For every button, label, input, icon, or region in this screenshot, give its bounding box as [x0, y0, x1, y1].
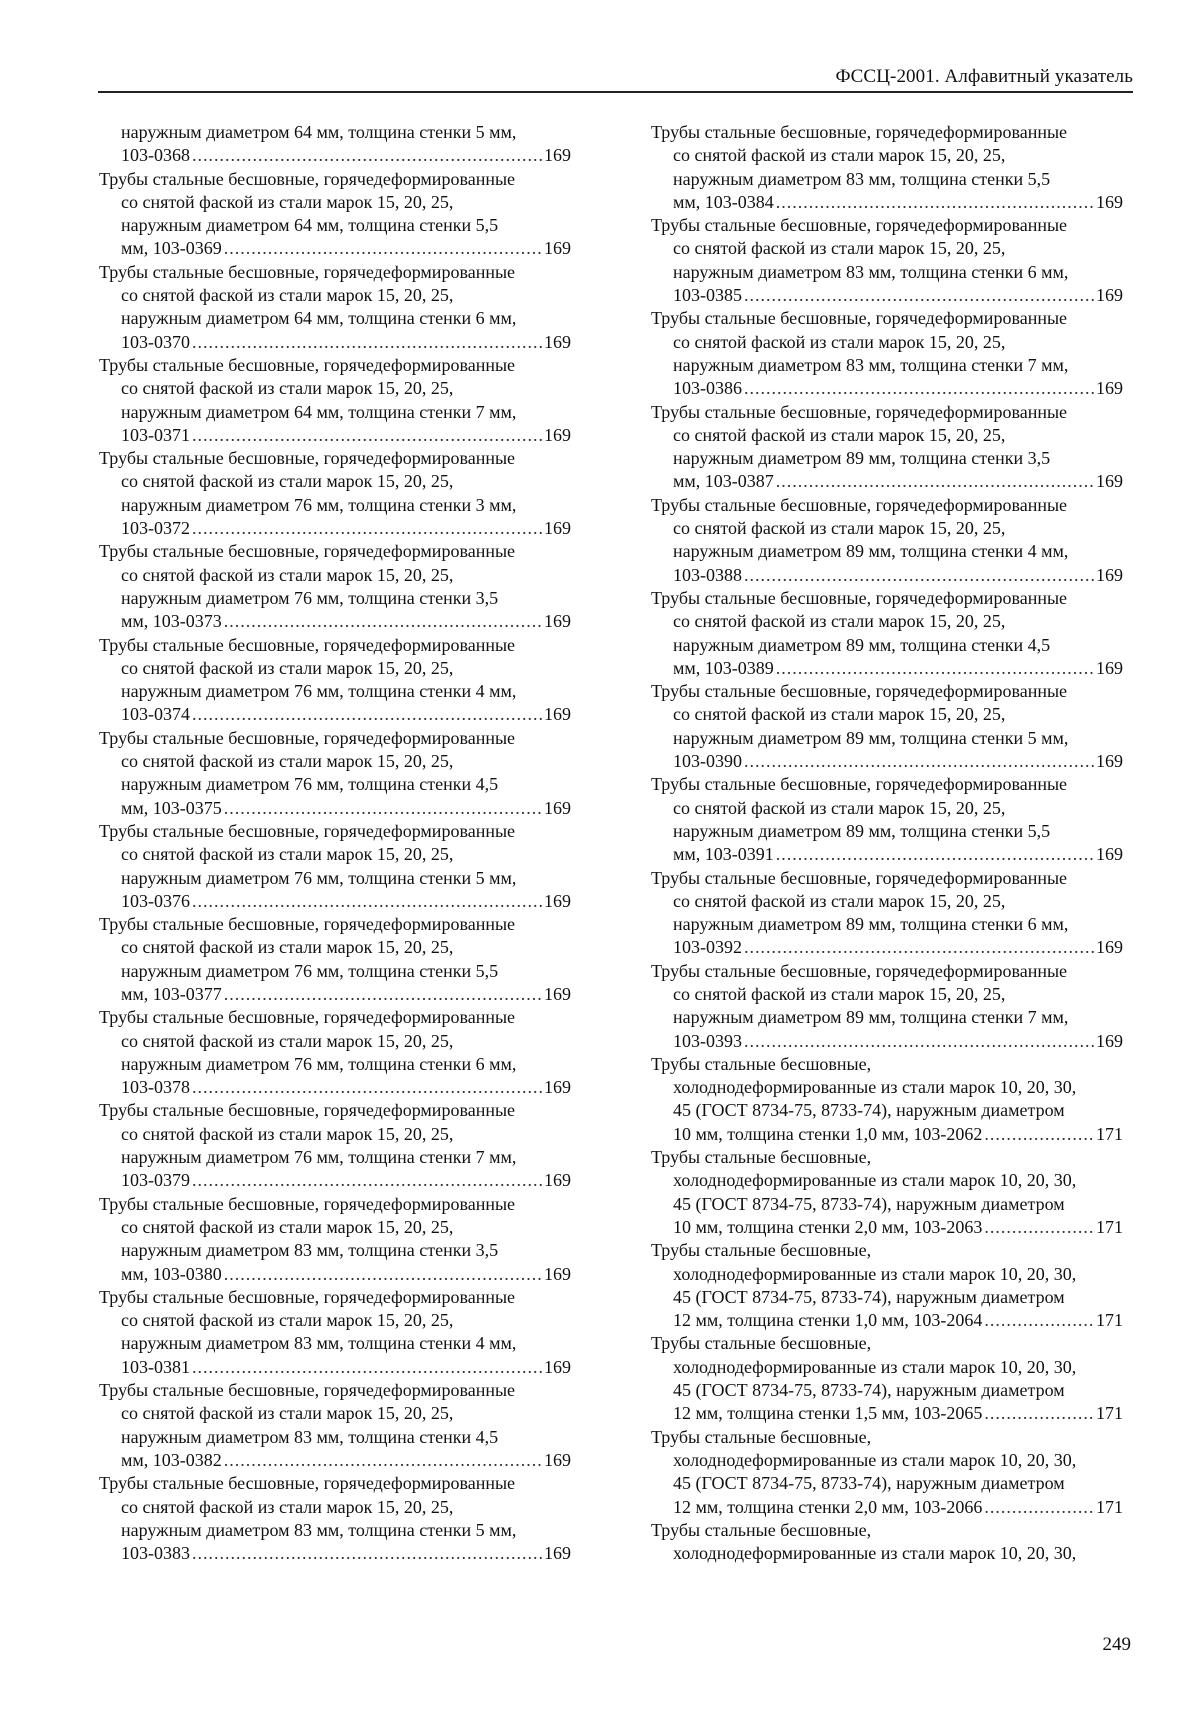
index-entry — [99, 447, 571, 540]
dot-leader — [984, 1309, 1094, 1332]
entry-code: 103-0383 — [121, 1543, 190, 1564]
entry-code: мм, 103-0380 — [121, 1263, 222, 1284]
entry-line: наружным диаметром 76 мм, толщина стенки 3,5 — [121, 587, 499, 608]
entry-line: со снятой фаской из стали марок 15, 20, 25, — [121, 1403, 454, 1424]
entry-code-line — [651, 191, 1123, 214]
dot-leader — [192, 144, 542, 167]
entry-line: со снятой фаской из стали марок 15, 20, 25, — [121, 378, 454, 399]
page-number: 249 — [1102, 1634, 1131, 1655]
index-entry — [651, 773, 1123, 866]
entry-page-ref: 169 — [1096, 564, 1123, 585]
entry-line: наружным диаметром 64 мм, толщина стенки 5 мм, — [121, 122, 517, 142]
entry-code-line — [651, 377, 1123, 400]
index-entry — [99, 820, 571, 913]
entry-line: наружным диаметром 64 мм, толщина стенки 6 мм, — [121, 308, 517, 329]
entry-code: 103-0376 — [121, 890, 190, 911]
entry-line: холоднодеформированные из стали марок 10, 20, 30, — [673, 1356, 1077, 1377]
entry-line: наружным диаметром 83 мм, толщина стенки 6 мм, — [673, 261, 1069, 282]
dot-leader — [984, 1216, 1094, 1239]
entry-line: Трубы стальные бесшовные, горячедеформированные — [651, 494, 1068, 515]
entry-line: Трубы стальные бесшовные, горячедеформированные — [651, 774, 1068, 795]
entry-page-ref: 171 — [1096, 1310, 1123, 1331]
entry-line: Трубы стальные бесшовные, горячедеформированные — [99, 168, 516, 189]
entry-line: Трубы стальные бесшовные, горячедеформированные — [651, 215, 1068, 236]
entry-line: со снятой фаской из стали марок 15, 20, 25, — [673, 704, 1006, 725]
index-entry — [651, 1146, 1123, 1239]
dot-leader — [984, 1402, 1094, 1425]
index-entry — [651, 1332, 1123, 1425]
entry-line: со снятой фаской из стали марок 15, 20, 25, — [121, 191, 454, 212]
entry-code: 103-0371 — [121, 424, 190, 445]
entry-line: холоднодеформированные из стали марок 10, 20, 30, — [673, 1449, 1077, 1470]
dot-leader — [192, 890, 542, 913]
entry-code: мм, 103-0382 — [121, 1449, 222, 1470]
entry-code-line — [99, 1169, 571, 1192]
entry-line: Трубы стальные бесшовные, — [651, 1426, 872, 1447]
entry-page-ref: 169 — [1096, 191, 1123, 212]
entry-page-ref: 169 — [544, 1170, 571, 1191]
entry-line: наружным диаметром 76 мм, толщина стенки 3 мм, — [121, 494, 517, 515]
entry-code-line — [651, 843, 1123, 866]
entry-code-line — [99, 331, 571, 354]
entry-line: Трубы стальные бесшовные, горячедеформированные — [651, 308, 1068, 329]
entry-line: Трубы стальные бесшовные, горячедеформированные — [651, 867, 1068, 888]
entry-code: 103-0385 — [673, 285, 742, 306]
entry-page-ref: 169 — [544, 1449, 571, 1470]
entry-line: со снятой фаской из стали марок 15, 20, 25, — [121, 1030, 454, 1051]
entry-page-ref: 169 — [1096, 844, 1123, 865]
entry-code-line — [651, 1030, 1123, 1053]
entry-code-line — [99, 1356, 571, 1379]
entry-code-line — [99, 703, 571, 726]
header-rule — [98, 91, 1133, 93]
entry-code-line — [99, 983, 571, 1006]
entry-code: 103-0381 — [121, 1356, 190, 1377]
dot-leader — [224, 237, 542, 260]
index-entry — [99, 1193, 571, 1286]
entry-line: Трубы стальные бесшовные, — [651, 1519, 872, 1540]
entry-code-line — [651, 1496, 1123, 1519]
dot-leader — [192, 703, 542, 726]
index-entry — [651, 1053, 1123, 1146]
dot-leader — [192, 1169, 542, 1192]
dot-leader — [224, 1449, 542, 1472]
entry-line: Трубы стальные бесшовные, горячедеформированные — [99, 914, 516, 935]
entry-line: 45 (ГОСТ 8734-75, 8733-74), наружным диаметром — [673, 1473, 1065, 1494]
entry-line: наружным диаметром 76 мм, толщина стенки 6 мм, — [121, 1053, 517, 1074]
entry-code: 103-0388 — [673, 564, 742, 585]
entry-code: мм, 103-0391 — [673, 844, 774, 865]
entry-page-ref: 169 — [1096, 937, 1123, 958]
entry-line: Трубы стальные бесшовные, горячедеформированные — [651, 122, 1068, 142]
entry-line: Трубы стальные бесшовные, горячедеформированные — [99, 1193, 516, 1214]
dot-leader — [224, 610, 542, 633]
entry-line: со снятой фаской из стали марок 15, 20, 25, — [121, 1310, 454, 1331]
entry-line: со снятой фаской из стали марок 15, 20, 25, — [121, 1496, 454, 1517]
entry-line: со снятой фаской из стали марок 15, 20, 25, — [673, 983, 1006, 1004]
entry-page-ref: 169 — [544, 1263, 571, 1284]
entry-line: Трубы стальные бесшовные, горячедеформированные — [99, 820, 516, 841]
entry-page-ref: 169 — [544, 704, 571, 725]
index-entry — [99, 1099, 571, 1192]
dot-leader — [744, 1030, 1094, 1053]
index-entry — [99, 354, 571, 447]
entry-code: 103-0390 — [673, 751, 742, 772]
entry-code-line — [651, 1402, 1123, 1425]
entry-line: наружным диаметром 83 мм, толщина стенки 7 мм, — [673, 354, 1069, 375]
entry-line: со снятой фаской из стали марок 15, 20, 25, — [121, 937, 454, 958]
index-entry — [99, 121, 571, 168]
entry-line: Трубы стальные бесшовные, горячедеформированные — [99, 634, 516, 655]
dot-leader — [776, 657, 1094, 680]
entry-code: 103-0379 — [121, 1170, 190, 1191]
entry-page-ref: 169 — [544, 518, 571, 539]
entry-line: со снятой фаской из стали марок 15, 20, 25, — [673, 238, 1006, 259]
index-entry — [651, 680, 1123, 773]
dot-leader — [744, 284, 1094, 307]
entry-line: Трубы стальные бесшовные, — [651, 1240, 872, 1261]
entry-line: наружным диаметром 64 мм, толщина стенки 7 мм, — [121, 401, 517, 422]
entry-line: холоднодеформированные из стали марок 10, 20, 30, — [673, 1077, 1077, 1098]
entry-code: мм, 103-0389 — [673, 657, 774, 678]
entry-page-ref: 169 — [544, 983, 571, 1004]
index-column-right — [651, 121, 1123, 1565]
entry-code-line — [99, 610, 571, 633]
entry-line: Трубы стальные бесшовные, горячедеформированные — [651, 587, 1068, 608]
index-entry — [99, 168, 571, 261]
entry-line: Трубы стальные бесшовные, горячедеформированные — [99, 1007, 516, 1028]
dot-leader — [776, 470, 1094, 493]
entry-line: наружным диаметром 83 мм, толщина стенки 4 мм, — [121, 1333, 517, 1354]
dot-leader — [744, 750, 1094, 773]
entry-code-line — [99, 1542, 571, 1565]
index-entry — [651, 1519, 1123, 1566]
entry-line: наружным диаметром 83 мм, толщина стенки 4,5 — [121, 1426, 499, 1447]
entry-code-line — [99, 237, 571, 260]
entry-code-line — [651, 1309, 1123, 1332]
entry-page-ref: 169 — [544, 1356, 571, 1377]
entry-code: мм, 103-0387 — [673, 471, 774, 492]
entry-page-ref: 171 — [1096, 1403, 1123, 1424]
entry-line: Трубы стальные бесшовные, горячедеформированные — [99, 1100, 516, 1121]
entry-code: 103-0368 — [121, 145, 190, 166]
entry-line: наружным диаметром 89 мм, толщина стенки 7 мм, — [673, 1007, 1069, 1028]
index-entry — [99, 913, 571, 1006]
entry-line: Трубы стальные бесшовные, — [651, 1147, 872, 1168]
entry-line: Трубы стальные бесшовные, горячедеформированные — [99, 1380, 516, 1401]
entry-line: со снятой фаской из стали марок 15, 20, 25, — [121, 657, 454, 678]
entry-line: Трубы стальные бесшовные, горячедеформированные — [99, 541, 516, 562]
entry-code: 12 мм, толщина стенки 2,0 мм, 103-2066 — [673, 1496, 983, 1517]
entry-line: 45 (ГОСТ 8734-75, 8733-74), наружным диаметром — [673, 1380, 1065, 1401]
entry-line: Трубы стальные бесшовные, горячедеформированные — [99, 727, 516, 748]
entry-code: 12 мм, толщина стенки 1,5 мм, 103-2065 — [673, 1403, 983, 1424]
index-entry — [99, 1286, 571, 1379]
entry-line: наружным диаметром 89 мм, толщина стенки 6 мм, — [673, 914, 1069, 935]
dot-leader — [192, 1542, 542, 1565]
entry-line: наружным диаметром 76 мм, толщина стенки 4 мм, — [121, 681, 517, 702]
entry-code-line — [651, 284, 1123, 307]
entry-line: Трубы стальные бесшовные, горячедеформированные — [99, 1286, 516, 1307]
entry-page-ref: 169 — [1096, 751, 1123, 772]
entry-code: 103-0374 — [121, 704, 190, 725]
entry-code-line — [99, 890, 571, 913]
entry-page-ref: 169 — [544, 890, 571, 911]
entry-line: Трубы стальные бесшовные, — [651, 1333, 872, 1354]
entry-line: Трубы стальные бесшовные, горячедеформированные — [99, 1473, 516, 1494]
dot-leader — [744, 936, 1094, 959]
entry-code: 103-0393 — [673, 1030, 742, 1051]
dot-leader — [192, 331, 542, 354]
entry-code-line — [651, 1123, 1123, 1146]
index-entry — [651, 494, 1123, 587]
entry-line: наружным диаметром 89 мм, толщина стенки 3,5 — [673, 448, 1051, 469]
dot-leader — [192, 424, 542, 447]
entry-page-ref: 169 — [544, 1543, 571, 1564]
entry-line: 45 (ГОСТ 8734-75, 8733-74), наружным диаметром — [673, 1100, 1065, 1121]
entry-line: наружным диаметром 89 мм, толщина стенки 5 мм, — [673, 727, 1069, 748]
entry-line: наружным диаметром 76 мм, толщина стенки 5 мм, — [121, 867, 517, 888]
entry-code: мм, 103-0369 — [121, 238, 222, 259]
entry-line: со снятой фаской из стали марок 15, 20, 25, — [673, 611, 1006, 632]
index-entry — [99, 1472, 571, 1565]
dot-leader — [984, 1123, 1094, 1146]
entry-code: мм, 103-0384 — [673, 191, 774, 212]
entry-code-line — [651, 657, 1123, 680]
entry-code-line — [99, 1263, 571, 1286]
entry-line: 45 (ГОСТ 8734-75, 8733-74), наружным диаметром — [673, 1193, 1065, 1214]
entry-line: со снятой фаской из стали марок 15, 20, 25, — [121, 471, 454, 492]
entry-page-ref: 169 — [544, 424, 571, 445]
entry-page-ref: 171 — [1096, 1123, 1123, 1144]
dot-leader — [776, 191, 1094, 214]
entry-line: наружным диаметром 76 мм, толщина стенки 5,5 — [121, 960, 499, 981]
entry-page-ref: 169 — [544, 1077, 571, 1098]
index-entry — [651, 1426, 1123, 1519]
entry-line: холоднодеформированные из стали марок 10, 20, 30, — [673, 1543, 1077, 1564]
entry-page-ref: 171 — [1096, 1216, 1123, 1237]
index-entry — [99, 261, 571, 354]
dot-leader — [192, 517, 542, 540]
dot-leader — [744, 564, 1094, 587]
entry-code-line — [99, 517, 571, 540]
entry-code-line — [99, 144, 571, 167]
entry-line: наружным диаметром 89 мм, толщина стенки 4 мм, — [673, 541, 1069, 562]
entry-line: наружным диаметром 83 мм, толщина стенки 5 мм, — [121, 1519, 517, 1540]
entry-code-line — [651, 936, 1123, 959]
entry-code: 103-0386 — [673, 378, 742, 399]
dot-leader — [192, 1076, 542, 1099]
entry-line: наружным диаметром 83 мм, толщина стенки 3,5 — [121, 1240, 499, 1261]
entry-line: наружным диаметром 64 мм, толщина стенки 5,5 — [121, 215, 499, 236]
entry-line: Трубы стальные бесшовные, горячедеформированные — [99, 261, 516, 282]
index-entry — [651, 867, 1123, 960]
entry-code-line — [651, 470, 1123, 493]
entry-page-ref: 169 — [1096, 285, 1123, 306]
dot-leader — [224, 983, 542, 1006]
entry-line: 45 (ГОСТ 8734-75, 8733-74), наружным диаметром — [673, 1286, 1065, 1307]
index-entry — [99, 634, 571, 727]
entry-line: Трубы стальные бесшовные, — [651, 1053, 872, 1074]
entry-page-ref: 169 — [1096, 657, 1123, 678]
entry-line: со снятой фаской из стали марок 15, 20, 25, — [121, 1216, 454, 1237]
entry-code-line — [651, 564, 1123, 587]
entry-line: со снятой фаской из стали марок 15, 20, 25, — [121, 285, 454, 306]
index-entry — [651, 307, 1123, 400]
entry-line: наружным диаметром 76 мм, толщина стенки 4,5 — [121, 774, 499, 795]
entry-line: со снятой фаской из стали марок 15, 20, 25, — [673, 797, 1006, 818]
dot-leader — [224, 797, 542, 820]
index-entry — [99, 1006, 571, 1099]
index-entry — [651, 121, 1123, 214]
dot-leader — [776, 843, 1094, 866]
entry-line: холоднодеформированные из стали марок 10, 20, 30, — [673, 1263, 1077, 1284]
entry-line: Трубы стальные бесшовные, горячедеформированные — [99, 448, 516, 469]
dot-leader — [984, 1496, 1094, 1519]
entry-line: со снятой фаской из стали марок 15, 20, 25, — [673, 518, 1006, 539]
entry-line: наружным диаметром 83 мм, толщина стенки 5,5 — [673, 168, 1051, 189]
running-header: ФССЦ-2001. Алфавитный указатель — [835, 66, 1133, 87]
entry-code: мм, 103-0373 — [121, 611, 222, 632]
entry-code: 103-0392 — [673, 937, 742, 958]
entry-code-line — [99, 424, 571, 447]
index-entry — [99, 727, 571, 820]
entry-code: 10 мм, толщина стенки 1,0 мм, 103-2062 — [673, 1123, 983, 1144]
entry-line: со снятой фаской из стали марок 15, 20, 25, — [673, 145, 1006, 166]
entry-page-ref: 169 — [1096, 471, 1123, 492]
entry-line: со снятой фаской из стали марок 15, 20, 25, — [121, 751, 454, 772]
entry-line: Трубы стальные бесшовные, горячедеформированные — [651, 401, 1068, 422]
entry-page-ref: 169 — [544, 611, 571, 632]
entry-page-ref: 169 — [1096, 378, 1123, 399]
index-entry — [99, 1379, 571, 1472]
entry-code-line — [99, 1076, 571, 1099]
index-column-left — [99, 121, 571, 1565]
index-entry — [651, 401, 1123, 494]
entry-code: 10 мм, толщина стенки 2,0 мм, 103-2063 — [673, 1216, 983, 1237]
entry-line: со снятой фаской из стали марок 15, 20, 25, — [673, 331, 1006, 352]
entry-line: Трубы стальные бесшовные, горячедеформированные — [651, 960, 1068, 981]
entry-page-ref: 169 — [1096, 1030, 1123, 1051]
entry-page-ref: 169 — [544, 145, 571, 166]
entry-line: наружным диаметром 76 мм, толщина стенки 7 мм, — [121, 1147, 517, 1168]
entry-line: Трубы стальные бесшовные, горячедеформированные — [99, 354, 516, 375]
entry-line: со снятой фаской из стали марок 15, 20, 25, — [673, 890, 1006, 911]
dot-leader — [192, 1356, 542, 1379]
entry-line: наружным диаметром 89 мм, толщина стенки 5,5 — [673, 820, 1051, 841]
dot-leader — [744, 377, 1094, 400]
entry-code: 103-0378 — [121, 1077, 190, 1098]
entry-code: мм, 103-0377 — [121, 983, 222, 1004]
index-entry — [651, 960, 1123, 1053]
entry-line: со снятой фаской из стали марок 15, 20, 25, — [121, 1123, 454, 1144]
entry-line: холоднодеформированные из стали марок 10, 20, 30, — [673, 1170, 1077, 1191]
entry-page-ref: 169 — [544, 797, 571, 818]
entry-code: 103-0372 — [121, 518, 190, 539]
entry-code: мм, 103-0375 — [121, 797, 222, 818]
entry-line: со снятой фаской из стали марок 15, 20, 25, — [121, 844, 454, 865]
index-entry — [99, 540, 571, 633]
entry-line: Трубы стальные бесшовные, горячедеформированные — [651, 681, 1068, 702]
index-entry — [651, 1239, 1123, 1332]
entry-page-ref: 171 — [1096, 1496, 1123, 1517]
index-entry — [651, 214, 1123, 307]
entry-line: со снятой фаской из стали марок 15, 20, 25, — [673, 424, 1006, 445]
entry-code: 103-0370 — [121, 331, 190, 352]
entry-line: со снятой фаской из стали марок 15, 20, 25, — [121, 564, 454, 585]
index-entry — [651, 587, 1123, 680]
entry-code-line — [99, 797, 571, 820]
entry-code-line — [651, 750, 1123, 773]
entry-line: наружным диаметром 89 мм, толщина стенки 4,5 — [673, 634, 1051, 655]
entry-code-line — [651, 1216, 1123, 1239]
entry-code: 12 мм, толщина стенки 1,0 мм, 103-2064 — [673, 1310, 983, 1331]
dot-leader — [224, 1263, 542, 1286]
entry-page-ref: 169 — [544, 331, 571, 352]
entry-code-line — [99, 1449, 571, 1472]
entry-page-ref: 169 — [544, 238, 571, 259]
